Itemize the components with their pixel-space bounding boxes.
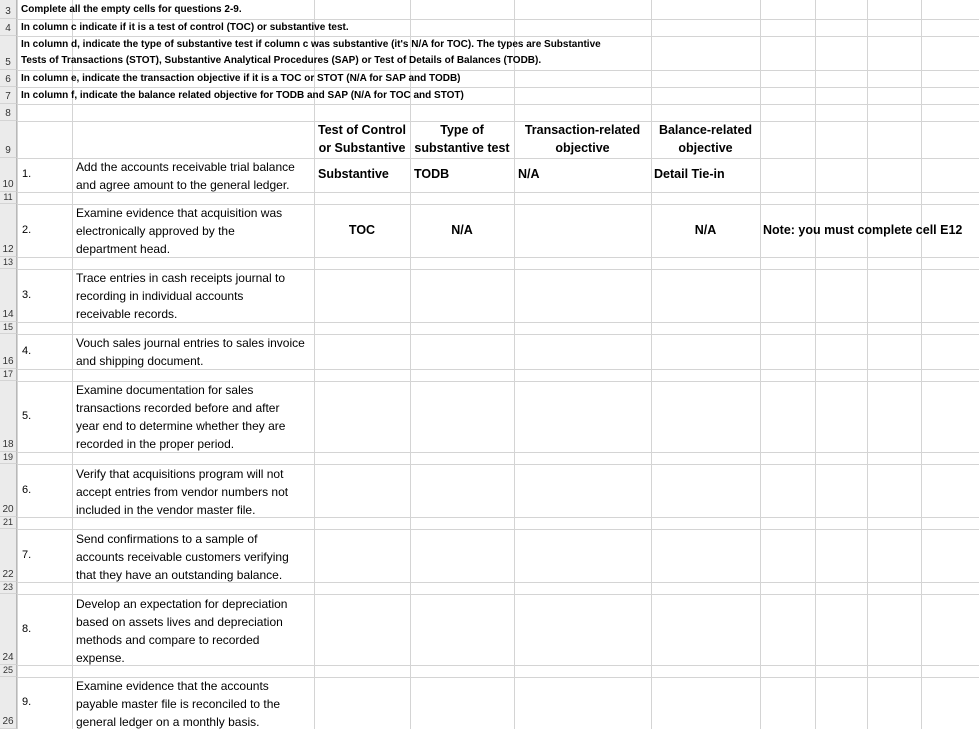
column-border-f — [651, 0, 652, 729]
row-border — [17, 70, 979, 71]
column-header-substantive-type[interactable]: Type of substantive test — [414, 123, 510, 155]
row-header[interactable]: 9 — [0, 121, 17, 158]
instruction-text[interactable]: In column c indicate if it is a test of control (TOC) or substantive test. — [21, 22, 349, 33]
question-number[interactable]: 5. — [22, 410, 32, 422]
row-border — [17, 582, 979, 583]
row-header[interactable]: 16 — [0, 334, 17, 369]
question-number[interactable]: 2. — [22, 224, 32, 236]
column-border-i — [867, 0, 868, 729]
row-border — [17, 19, 979, 20]
balance-objective-cell[interactable]: N/A — [694, 223, 717, 237]
row-header[interactable]: 26 — [0, 677, 17, 729]
row-border — [17, 665, 979, 666]
row-header[interactable]: 6 — [0, 70, 17, 87]
balance-objective-cell[interactable]: Detail Tie-in — [654, 167, 725, 181]
row-border — [17, 87, 979, 88]
row-header[interactable]: 3 — [0, 0, 17, 19]
instruction-text[interactable]: In column f, indicate the balance related objective for TODB and SAP (N/A for TOC and STOT) — [21, 90, 464, 101]
column-header-test-type[interactable]: Test of Control or Substantive — [318, 123, 406, 155]
row-border — [17, 104, 979, 105]
instruction-text[interactable]: Tests of Transactions (STOT), Substantive Analytical Procedures (SAP) or Test of Details of Balances (TODB). — [21, 55, 542, 66]
column-border-b — [72, 0, 73, 729]
question-number[interactable]: 9. — [22, 696, 32, 708]
question-text[interactable]: Examine evidence that acquisition was electronically approved by the department head. — [76, 206, 283, 256]
question-number[interactable]: 7. — [22, 549, 32, 561]
transaction-objective-cell[interactable]: N/A — [518, 167, 540, 181]
row-header[interactable]: 7 — [0, 87, 17, 104]
row-border — [17, 257, 979, 258]
row-header[interactable]: 10 — [0, 158, 17, 192]
row-border — [17, 192, 979, 193]
column-border-h — [815, 0, 816, 729]
question-text[interactable]: Trace entries in cash receipts journal to recording in individual accounts receivable records. — [76, 271, 285, 321]
row-header[interactable]: 5 — [0, 36, 17, 70]
column-border-g — [760, 0, 761, 729]
column-border-j — [921, 0, 922, 729]
row-border — [17, 452, 979, 453]
row-border — [17, 36, 979, 37]
question-number[interactable]: 8. — [22, 623, 32, 635]
substantive-type-cell[interactable]: N/A — [451, 223, 473, 237]
question-text[interactable]: Verify that acquisitions program will not accept entries from vendor numbers not included in the vendor master file. — [76, 467, 289, 517]
question-text[interactable]: Develop an expectation for depreciation based on assets lives and depreciation methods and compare to recorded expense. — [76, 597, 288, 665]
test-type-cell[interactable]: TOC — [348, 223, 376, 237]
note-cell[interactable]: Note: you must complete cell E12 — [763, 223, 963, 237]
question-number[interactable]: 4. — [22, 345, 32, 357]
column-border-a — [17, 0, 18, 729]
row-header[interactable]: 25 — [0, 665, 17, 677]
instruction-text[interactable]: In column d, indicate the type of substantive test if column c was substantive (it's N/A for TOC). The types are Substantive — [21, 39, 601, 50]
question-text[interactable]: Add the accounts receivable trial balance and agree amount to the general ledger. — [76, 160, 295, 192]
substantive-type-cell[interactable]: TODB — [414, 167, 450, 181]
row-header[interactable]: 19 — [0, 452, 17, 464]
column-header-balance-objective[interactable]: Balance-related objective — [658, 123, 753, 155]
row-header[interactable]: 14 — [0, 269, 17, 322]
question-text[interactable]: Examine evidence that the accounts payable master file is reconciled to the general ledger on a monthly basis. — [76, 679, 281, 729]
row-header[interactable]: 18 — [0, 381, 17, 452]
test-type-cell[interactable]: Substantive — [318, 167, 389, 181]
row-header[interactable]: 22 — [0, 529, 17, 582]
row-header[interactable]: 17 — [0, 369, 17, 381]
row-border — [17, 322, 979, 323]
instruction-text[interactable]: In column e, indicate the transaction objective if it is a TOC or STOT (N/A for SAP and TODB) — [21, 73, 461, 84]
question-text[interactable]: Vouch sales journal entries to sales invoice and shipping document. — [76, 336, 305, 368]
column-border-c — [314, 0, 315, 729]
row-border — [17, 369, 979, 370]
question-number[interactable]: 1. — [22, 168, 32, 180]
column-header-transaction-objective[interactable]: Transaction-related objective — [524, 123, 641, 155]
row-header[interactable]: 15 — [0, 322, 17, 334]
question-number[interactable]: 3. — [22, 289, 32, 301]
row-header[interactable]: 21 — [0, 517, 17, 529]
row-border — [17, 517, 979, 518]
question-text[interactable]: Send confirmations to a sample of accounts receivable customers verifying that they have an outstanding balance. — [76, 532, 289, 582]
row-header[interactable]: 11 — [0, 192, 17, 204]
instruction-text[interactable]: Complete all the empty cells for questions 2-9. — [21, 4, 242, 15]
question-number[interactable]: 6. — [22, 484, 32, 496]
row-header[interactable]: 4 — [0, 19, 17, 36]
row-header[interactable]: 20 — [0, 464, 17, 517]
row-header[interactable]: 13 — [0, 257, 17, 269]
column-border-d — [410, 0, 411, 729]
question-text[interactable]: Examine documentation for sales transactions recorded before and after year end to determine whether they are recorded in the proper period. — [76, 383, 286, 451]
row-header[interactable]: 23 — [0, 582, 17, 594]
row-header[interactable]: 8 — [0, 104, 17, 121]
row-header[interactable]: 24 — [0, 594, 17, 665]
row-header[interactable]: 12 — [0, 204, 17, 257]
column-border-e — [514, 0, 515, 729]
